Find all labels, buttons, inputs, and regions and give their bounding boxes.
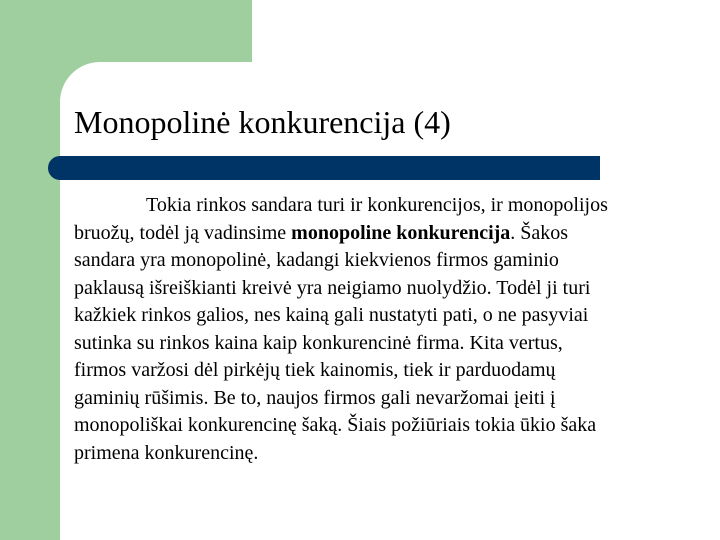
body-line-4: paklausą išreiškianti kreivė yra neigiamo nuolydžio. Todėl ji turi (74, 276, 591, 299)
body-line-10: primena konkurencinę. (74, 441, 259, 464)
title-underline-bar (72, 156, 600, 180)
body-line-2 (74, 220, 710, 248)
body-line-2-end: . Šakos (510, 221, 569, 244)
body-line-5: kažkiek rinkos galios, nes kainą gali nustatyti pati, o ne pasyviai (74, 304, 589, 326)
body-line-3: sandara yra monopolinė, kadangi kiekvienos firmos gaminio (74, 249, 559, 271)
body-line-9: monopoliškai konkurencinę šaką. Šiais požiūriais tokia ūkio šaka (74, 414, 597, 436)
body-line-6: sutinka su rinkos kaina kaip konkurencinė firma. Kita vertus, (74, 331, 563, 354)
body-line-8: gaminių rūšimis. Be to, naujos firmos gali nevaržomai įeiti į (74, 386, 556, 409)
key-term-bold: monopoline konkurencija (291, 221, 511, 244)
body-line-1: Tokia rinkos sandara turi ir konkurencijos, ir monopolijos (146, 194, 608, 216)
body-line-2-start: bruožų, todėl ją vadinsime (74, 221, 292, 244)
slide-title: Monopolinė konkurencija (4) (74, 104, 451, 140)
body-line-7: firmos varžosi dėl pirkėjų tiek kainomis, tiek ir parduodamų (74, 359, 556, 381)
slide-body-text (74, 192, 710, 467)
